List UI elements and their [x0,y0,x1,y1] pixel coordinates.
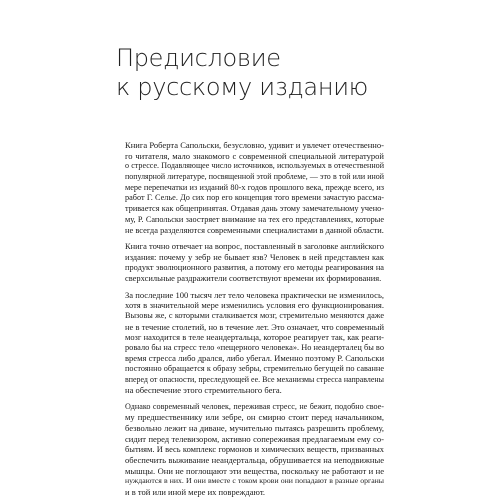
text-line: мере перепечатки из изданий 80-х годов прошлого века, прежде всего, из [125,182,384,192]
text-line: вперед от опасности, преследующей ее. Все механизмы стресса направлены [125,374,384,384]
text-line: работ Г. Селье. До сих пор его концепция того времени зачастую рассма- [125,193,384,203]
text-line: му, Р. Сапольски заостряет внимание на тех его представлениях, которые [125,214,384,224]
paragraph [116,140,384,236]
text-line: мышцы. Они не поглощают эти вещества, поскольку не работают и не [125,465,384,476]
text-line: продукт эволюционного развития, а потому его методы реагирования на [125,262,384,272]
text-line: му предшественнику или зебре, он смирно стоит перед начальником, [125,412,384,423]
text-line: За последние 100 тысяч лет тело человека практически не изменилось, [125,289,384,300]
text-line: нуждаются в них. И они вместе с током крови они попадают в разные органы [125,476,384,486]
text-line: безвольно лежит на диване, мучительно пытаясь разрешить проблему, [125,422,384,433]
text-line: издания: почему у зебр не бывает язв? Человек в ней представлен как [125,252,384,263]
text-line: популярной литературе, посвященной этой проблеме, — это в той или иной [125,171,384,181]
body-text [116,140,384,500]
text-line: сверхсильные раздражители соответствуют времени их формирования. [125,273,382,284]
text-line: сидит перед телевизором, активно сопереживая предлагаемым ему со- [125,433,384,444]
text-line: Вызовы же, с которыми сталкивается мозг, стремительно меняются даже [125,310,384,320]
text-line: время стресса либо дрался, либо убегал. Именно поэтому Р. Сапольски [125,353,384,364]
text-line: Книга точно отвечает на вопрос, поставленный в заголовке английского [125,241,384,252]
paragraph [116,402,384,498]
paragraph [116,241,384,284]
text-line: и в той или иной мере их повреждают. [125,486,266,497]
text-line: на обеспечение этого стремительного бега. [125,385,282,396]
title-line-1: Предисловие [116,44,281,72]
text-line: тривается как общепринятая. Отдавая дань этому замечательному учено- [125,203,384,213]
text-line: хотя в значительной мере изменились условия его функционирования. [125,300,384,311]
text-line: обеспечить выживание неандертальца, обрушивается на неподвижные [125,454,384,465]
text-line: Книга Роберта Сапольски, безусловно, удивит и увлечет отечественно- [125,140,384,150]
paragraph [116,290,384,397]
text-line: ровало бы на стресс тело «пещерного человека». Но неандерталец бы во [125,342,384,352]
text-line: не всегда разделяются современными специалистами в данной области. [125,225,384,236]
text-line: о стрессе. Подавляющее число источников, используемых в отечественной [125,161,384,171]
title-line-2: к русскому изданию [116,73,368,101]
text-line: бытиям. И весь комплекс гормонов и химических веществ, призванных [125,444,384,455]
text-line: постоянно обращается к образу зебры, стремительно бегущей по саванне [125,364,384,374]
text-line: не в течение столетий, но в течение лет. Это означает, что современный [125,321,384,332]
text-line: го читателя, мало знакомого с современной специальной литературой [125,150,384,161]
text-line: Однако современный человек, переживая стресс, не бежит, подобно свое- [125,401,384,411]
text-line: мозг находится в теле неандертальца, которое реагирует так, как реаги- [125,332,384,343]
page-title [116,44,456,102]
